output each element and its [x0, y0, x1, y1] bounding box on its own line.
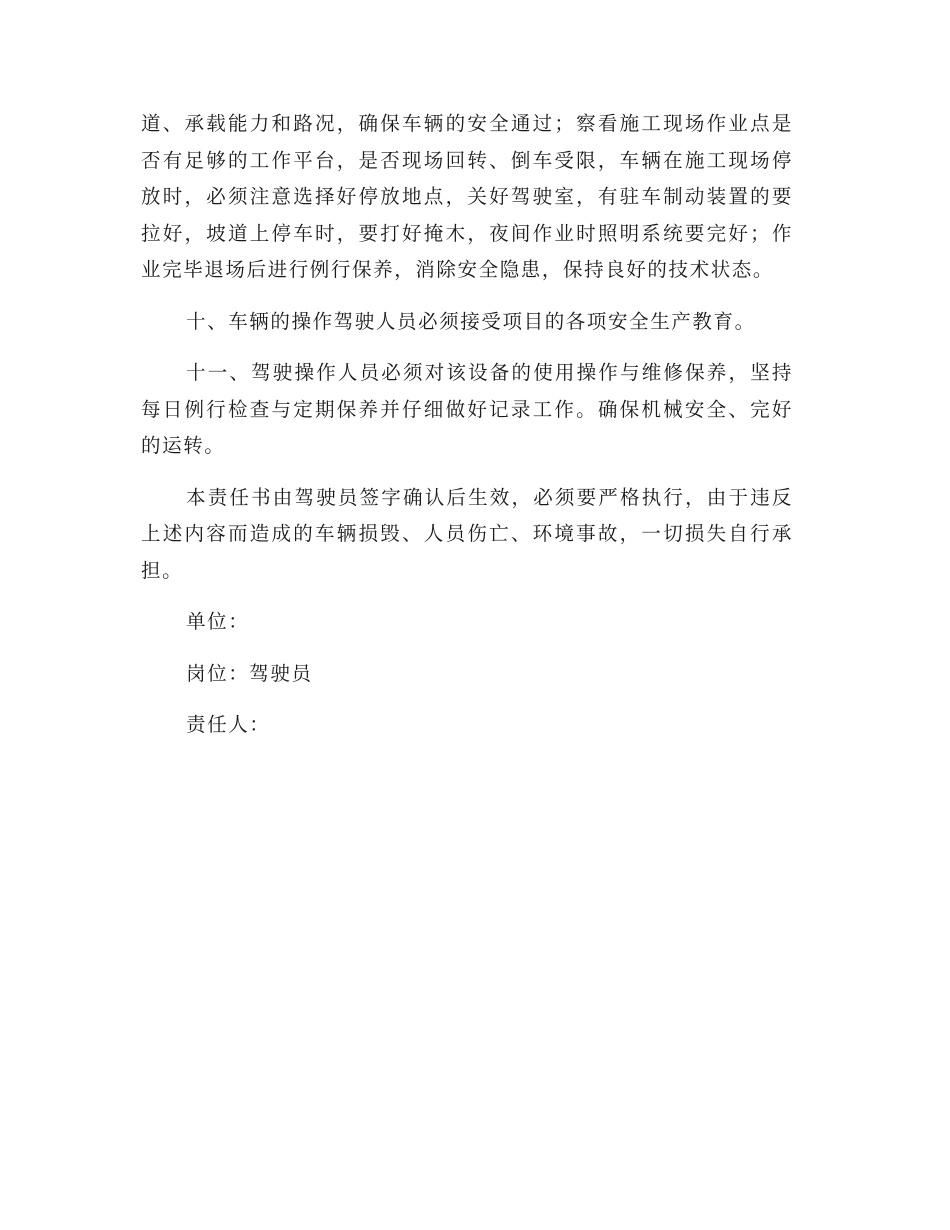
document-body: [141, 106, 793, 744]
unit-field: 单位：: [186, 610, 250, 633]
responsible-person-field: 责任人：: [186, 713, 271, 736]
paragraph-continuation: 道、承载能力和路况，确保车辆的安全通过；察看施工现场作业点是否有足够的工作平台，是否现场回转、倒车受限，车辆在施工现场停放时，必须注意选择好停放地点，关好驾驶室，有驻车制动装置的要拉好，坡道上停车时，要打好掩木，夜间作业时照明系统要完好；作业完毕退场后进行例行保养，消除安全隐患，保持良好的技术状态。: [141, 112, 793, 281]
position-field: 岗位：驾驶员: [186, 661, 313, 685]
paragraph-effectiveness: 本责任书由驾驶员签字确认后生效，必须要严格执行，由于违反上述内容而造成的车辆损毁、人员伤亡、环境事故，一切损失自行承担。: [141, 485, 793, 582]
paragraph-clause-10: 十、车辆的操作驾驶人员必须接受项目的各项安全生产教育。: [186, 309, 756, 333]
paragraph-clause-11: 十一、驾驶操作人员必须对该设备的使用操作与维修保养，坚持每日例行检查与定期保养并仔细做好记录工作。确保机械安全、完好的运转。: [141, 361, 793, 457]
